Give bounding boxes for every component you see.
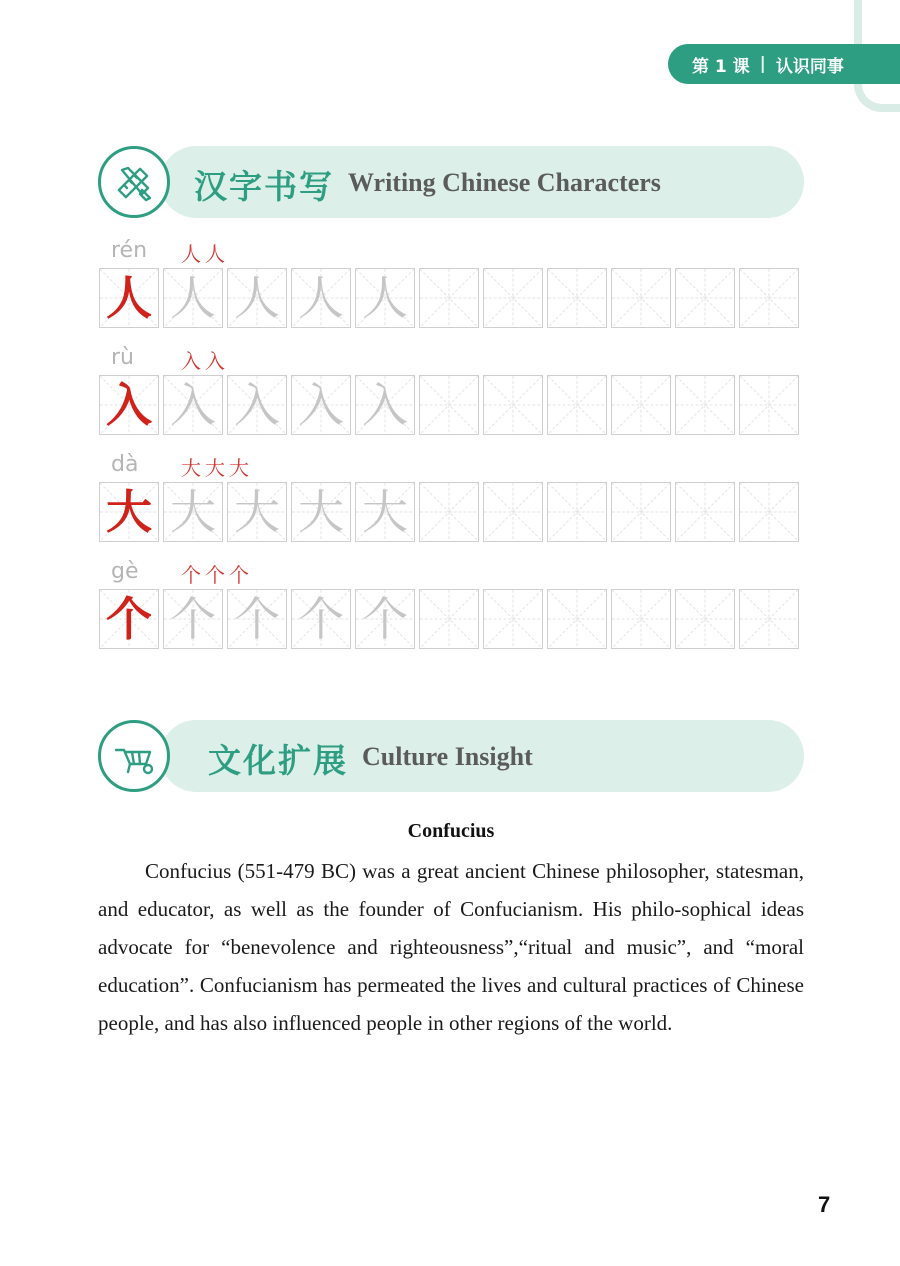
stroke-order (181, 565, 249, 585)
trace-character: 入 (234, 378, 280, 432)
empty-writing-cell[interactable] (419, 482, 479, 542)
trace-character-cell (355, 589, 415, 649)
trace-character-cell (227, 589, 287, 649)
trace-character: 个 (170, 592, 216, 646)
pinyin-label: dà (111, 452, 139, 477)
stroke-step: 大 (229, 456, 249, 480)
culture-section-banner (98, 720, 804, 792)
practice-grid (99, 482, 803, 542)
empty-writing-cell[interactable] (611, 375, 671, 435)
trace-character: 个 (362, 592, 408, 646)
trace-character: 入 (170, 378, 216, 432)
practice-grid (99, 375, 803, 435)
stroke-step: 个 (205, 563, 225, 587)
trace-character-cell (227, 268, 287, 328)
model-character-cell (99, 589, 159, 649)
wheelbarrow-icon (98, 720, 170, 792)
lesson-separator: | (759, 54, 766, 74)
empty-writing-cell[interactable] (419, 589, 479, 649)
empty-writing-cell[interactable] (483, 268, 543, 328)
stroke-order (181, 458, 249, 478)
practice-row (99, 452, 803, 564)
stroke-order (181, 351, 225, 371)
culture-title-en: Culture Insight (362, 742, 533, 771)
trace-character: 人 (170, 271, 216, 325)
writing-title-zh: 汉字书写 (194, 167, 334, 206)
culture-paragraph: Confucius (551-479 BC) was a great ancient Chinese philosopher, statesman, and educator, as well as the founder of Confucianism. His philo-sophical ideas advocate for “benevolence and righteousness”,“ritual and music”, and “moral education”. Confucianism has permeated the lives and cultural practices of Chinese people, and has also influenced people in other regions of the world. (98, 859, 804, 1035)
trace-character: 人 (234, 271, 280, 325)
trace-character: 入 (298, 378, 344, 432)
model-character: 人 (106, 271, 152, 325)
empty-writing-cell[interactable] (611, 589, 671, 649)
empty-writing-cell[interactable] (675, 375, 735, 435)
page-number: 7 (818, 1192, 831, 1217)
practice-row (99, 345, 803, 457)
stroke-step: 大 (181, 456, 201, 480)
empty-writing-cell[interactable] (483, 375, 543, 435)
empty-writing-cell[interactable] (419, 375, 479, 435)
empty-writing-cell[interactable] (739, 268, 799, 328)
pencil-ruler-icon (98, 146, 170, 218)
model-character-cell (99, 268, 159, 328)
stroke-step: 个 (181, 563, 201, 587)
trace-character: 人 (362, 271, 408, 325)
culture-title-zh: 文化扩展 (208, 741, 348, 780)
empty-writing-cell[interactable] (547, 268, 607, 328)
model-character-cell (99, 482, 159, 542)
lesson-number: 第 1 课 (692, 56, 750, 77)
writing-section-banner (98, 146, 804, 218)
trace-character-cell (291, 482, 351, 542)
empty-writing-cell[interactable] (739, 482, 799, 542)
practice-grid (99, 268, 803, 328)
trace-character-cell (355, 268, 415, 328)
writing-title-en: Writing Chinese Characters (348, 168, 661, 197)
empty-writing-cell[interactable] (483, 482, 543, 542)
practice-grid (99, 589, 803, 649)
stroke-order (181, 244, 225, 264)
trace-character-cell (355, 375, 415, 435)
trace-character-cell (163, 268, 223, 328)
trace-character-cell (291, 589, 351, 649)
stroke-step: 个 (229, 563, 249, 587)
empty-writing-cell[interactable] (675, 268, 735, 328)
empty-writing-cell[interactable] (483, 589, 543, 649)
empty-writing-cell[interactable] (739, 375, 799, 435)
culture-heading: Confucius (407, 820, 495, 842)
trace-character-cell (291, 375, 351, 435)
model-character: 入 (106, 378, 152, 432)
empty-writing-cell[interactable] (675, 589, 735, 649)
model-character: 个 (106, 592, 152, 646)
empty-writing-cell[interactable] (739, 589, 799, 649)
trace-character: 人 (298, 271, 344, 325)
pinyin-label: gè (111, 559, 139, 584)
empty-writing-cell[interactable] (611, 268, 671, 328)
trace-character: 大 (362, 485, 408, 539)
trace-character-cell (355, 482, 415, 542)
empty-writing-cell[interactable] (547, 482, 607, 542)
empty-writing-cell[interactable] (675, 482, 735, 542)
practice-row (99, 559, 803, 671)
stroke-step: 人 (205, 242, 225, 266)
stroke-step: 入 (205, 349, 225, 373)
trace-character: 大 (298, 485, 344, 539)
pinyin-label: rù (111, 345, 134, 370)
model-character-cell (99, 375, 159, 435)
empty-writing-cell[interactable] (547, 589, 607, 649)
model-character: 大 (106, 485, 152, 539)
practice-row (99, 238, 803, 350)
trace-character: 大 (170, 485, 216, 539)
trace-character: 入 (362, 378, 408, 432)
trace-character-cell (163, 482, 223, 542)
trace-character-cell (291, 268, 351, 328)
empty-writing-cell[interactable] (611, 482, 671, 542)
stroke-step: 人 (181, 242, 201, 266)
trace-character: 大 (234, 485, 280, 539)
pinyin-label: rén (111, 238, 148, 263)
stroke-step: 大 (205, 456, 225, 480)
empty-writing-cell[interactable] (547, 375, 607, 435)
trace-character-cell (163, 375, 223, 435)
trace-character: 个 (234, 592, 280, 646)
trace-character-cell (227, 482, 287, 542)
trace-character: 个 (298, 592, 344, 646)
stroke-step: 入 (181, 349, 201, 373)
lesson-title: 认识同事 (775, 56, 844, 77)
empty-writing-cell[interactable] (419, 268, 479, 328)
trace-character-cell (227, 375, 287, 435)
trace-character-cell (163, 589, 223, 649)
lesson-tab (668, 44, 900, 84)
